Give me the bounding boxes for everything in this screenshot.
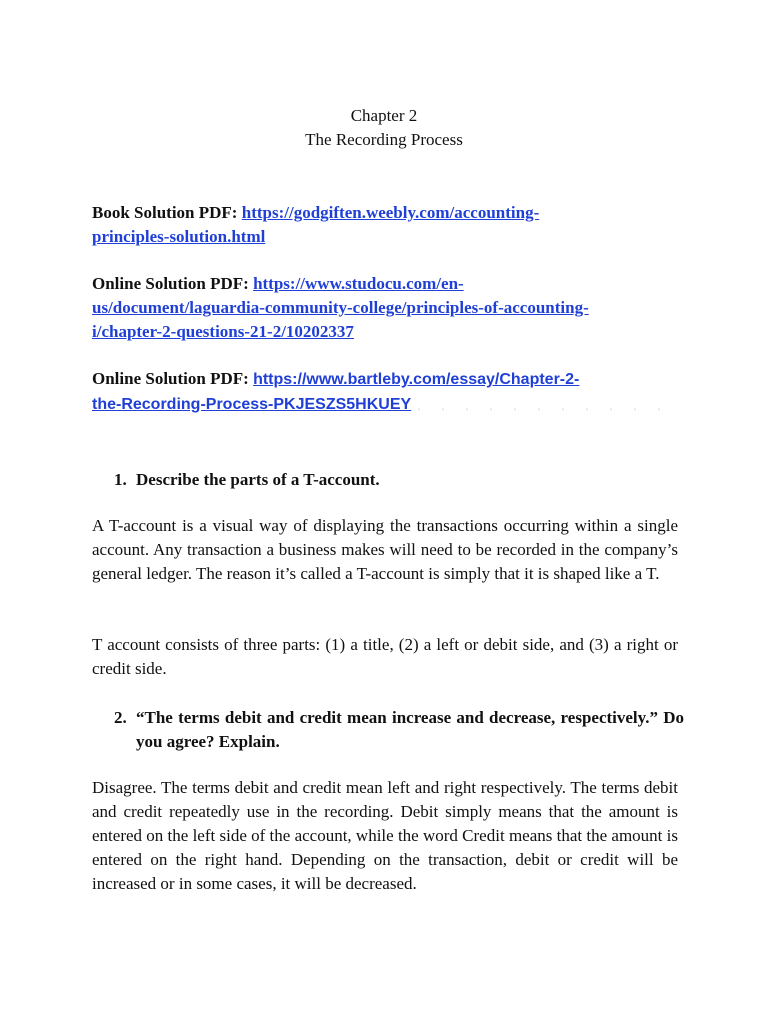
link-label: Online Solution PDF: [92, 274, 249, 293]
answer-1-paragraph-2: T account consists of three parts: (1) a title, (2) a left or debit side, and (3) a right or credit side. [92, 635, 678, 678]
link-label: Online Solution PDF: [92, 369, 249, 388]
book-solution-link[interactable]: https://godgiften.weebly.com/accounting- [241, 203, 540, 222]
question-number: 2. [114, 708, 127, 727]
faint-artifact [418, 408, 664, 411]
answer-2-paragraph-1: Disagree. The terms debit and credit mean left and right respectively. The terms debit and credit repeatedly use in the recording. Debit simply means that the amount is entered on the left side of the account, while the word Credit means that the amount is entered on the right hand. Depending on the transaction, debit or credit will be increased or in some cases, it will be decreased. [92, 778, 678, 893]
chapter-title: The Recording Process [305, 130, 463, 149]
bartleby-link-cont[interactable]: the-Recording-Process-PKJESZS5HKUEY [92, 396, 412, 413]
question-number: 1. [114, 470, 127, 489]
book-solution-link-cont[interactable]: principles-solution.html [92, 227, 266, 246]
studocu-link-block [92, 272, 684, 344]
answer-1-paragraph-1: A T-account is a visual way of displaying the transactions occurring within a single account. Any transaction a business makes will need to be recorded in the company’s general ledger. The reason it’s called a T-account is simply that it is shaped like a T. [92, 516, 678, 583]
question-text: “The terms debit and credit mean increase and decrease, respectively.” Do you agree? Explain. [136, 708, 684, 751]
studocu-link[interactable]: https://www.studocu.com/en- [253, 274, 464, 293]
chapter-heading [0, 104, 768, 152]
bartleby-link[interactable]: https://www.bartleby.com/essay/Chapter-2- [253, 371, 580, 388]
question-text: Describe the parts of a T-account. [136, 470, 380, 489]
question-1 [114, 468, 684, 492]
studocu-link-cont2[interactable]: i/chapter-2-questions-21-2/10202337 [92, 322, 354, 341]
book-solution-link-block [92, 201, 684, 249]
chapter-number: Chapter 2 [350, 106, 418, 125]
question-2 [114, 706, 684, 754]
link-label: Book Solution PDF: [92, 203, 238, 222]
studocu-link-cont[interactable]: us/document/laguardia-community-college/principles-of-accounting- [92, 298, 589, 317]
